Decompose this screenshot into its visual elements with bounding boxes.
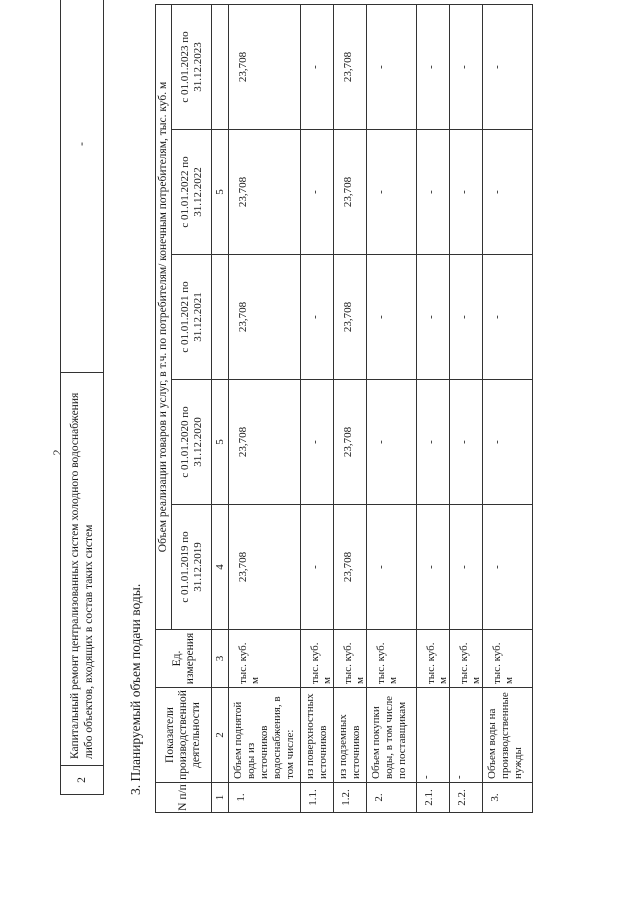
- table-row: [417, 4, 450, 812]
- table-row: [450, 4, 483, 812]
- row-value: -: [483, 255, 533, 380]
- table-row: [229, 4, 301, 812]
- row-unit: тыс. куб. м: [301, 630, 334, 688]
- row-number: 1.2.: [334, 783, 367, 813]
- header-row: [156, 4, 172, 812]
- row-value: -: [367, 380, 417, 505]
- row-value: 23,708: [229, 505, 301, 630]
- row-indicator: Объем поднятой воды из источников водоснабжения, в том числе:: [229, 688, 301, 783]
- row-value: -: [417, 130, 450, 255]
- table-row: [367, 4, 417, 812]
- header-period-2021: с 01.01.2021 по 31.12.2021: [172, 255, 212, 380]
- header-volume-group: Объем реализации товаров и услуг, в т.ч. по потребителям/ конечным потребителям, тыс. куб. м: [156, 4, 172, 629]
- column-number-row: [212, 4, 229, 812]
- row-value: -: [417, 380, 450, 505]
- row-value: -: [367, 255, 417, 380]
- row-value: -: [367, 505, 417, 630]
- column-number: 5: [212, 130, 229, 255]
- row-value: -: [417, 4, 450, 129]
- row-number: 3.: [483, 783, 533, 813]
- row-indicator: -: [450, 688, 483, 783]
- header-no: N п/п: [156, 783, 212, 813]
- row-value: -: [450, 380, 483, 505]
- row-description: Капитальный ремонт централизованных систем холодного водоснабжения либо объектов, входящих в состав таких систем: [61, 373, 104, 766]
- row-number: 1.1.: [301, 783, 334, 813]
- row-value: -: [301, 130, 334, 255]
- row-value: -: [301, 380, 334, 505]
- table-row: [61, 0, 104, 795]
- table-row: [334, 4, 367, 812]
- row-value: -: [367, 4, 417, 129]
- header-period-2019: с 01.01.2019 по 31.12.2019: [172, 505, 212, 630]
- row-value: -: [450, 130, 483, 255]
- row-value: 23,708: [334, 255, 367, 380]
- row-value: -: [483, 4, 533, 129]
- capital-repair-table: [60, 0, 104, 795]
- row-value: 23,708: [229, 380, 301, 505]
- row-number: 2.: [367, 783, 417, 813]
- row-value: -: [301, 255, 334, 380]
- row-indicator: Объем покупки воды, в том числе по поставщикам: [367, 688, 417, 783]
- row-value: 23,708: [229, 130, 301, 255]
- row-value: -: [417, 255, 450, 380]
- row-value: -: [417, 505, 450, 630]
- column-number: 3: [212, 630, 229, 688]
- row-indicator: -: [417, 688, 450, 783]
- row-number: 2: [61, 766, 104, 795]
- row-indicator: из поверхностных источников: [301, 688, 334, 783]
- row-unit: тыс. куб. м: [450, 630, 483, 688]
- header-indicator: Показатели производственной деятельности: [156, 688, 212, 783]
- row-unit: тыс. куб. м: [483, 630, 533, 688]
- row-unit: тыс. куб. м: [334, 630, 367, 688]
- row-unit: тыс. куб. м: [229, 630, 301, 688]
- water-supply-table: [155, 4, 533, 813]
- header-period-2023: с 01.01.2023 по 31.12.2023: [172, 4, 212, 129]
- row-value: 23,708: [229, 255, 301, 380]
- row-value: -: [483, 505, 533, 630]
- header-unit: Ед. измерения: [156, 630, 212, 688]
- table-row: [301, 4, 334, 812]
- row-value: 23,708: [334, 130, 367, 255]
- column-number: [212, 4, 229, 129]
- row-value: -: [450, 505, 483, 630]
- row-value: 23,708: [229, 4, 301, 129]
- column-number: 1: [212, 783, 229, 813]
- column-number: 2: [212, 688, 229, 783]
- row-unit: тыс. куб. м: [417, 630, 450, 688]
- section-title: 3. Планируемый объем подачи воды.: [128, 583, 143, 795]
- row-value: -: [61, 0, 104, 373]
- row-indicator: Объем воды на производственные нужды: [483, 688, 533, 783]
- row-value: 23,708: [334, 380, 367, 505]
- row-value: 23,708: [334, 505, 367, 630]
- row-value: 23,708: [334, 4, 367, 129]
- column-number: 4: [212, 505, 229, 630]
- table-row: [483, 4, 533, 812]
- row-value: -: [483, 380, 533, 505]
- page-number: 2: [50, 449, 64, 456]
- row-value: -: [367, 130, 417, 255]
- row-number: 2.2.: [450, 783, 483, 813]
- row-indicator: из подземных источников: [334, 688, 367, 783]
- row-value: -: [450, 4, 483, 129]
- row-value: -: [450, 255, 483, 380]
- row-value: -: [483, 130, 533, 255]
- column-number: 5: [212, 380, 229, 505]
- header-period-2022: с 01.01.2022 по 31.12.2022: [172, 130, 212, 255]
- header-period-2020: с 01.01.2020 по 31.12.2020: [172, 380, 212, 505]
- row-number: 2.1.: [417, 783, 450, 813]
- row-number: 1.: [229, 783, 301, 813]
- column-number: [212, 255, 229, 380]
- row-unit: тыс. куб. м: [367, 630, 417, 688]
- row-value: -: [301, 505, 334, 630]
- row-value: -: [301, 4, 334, 129]
